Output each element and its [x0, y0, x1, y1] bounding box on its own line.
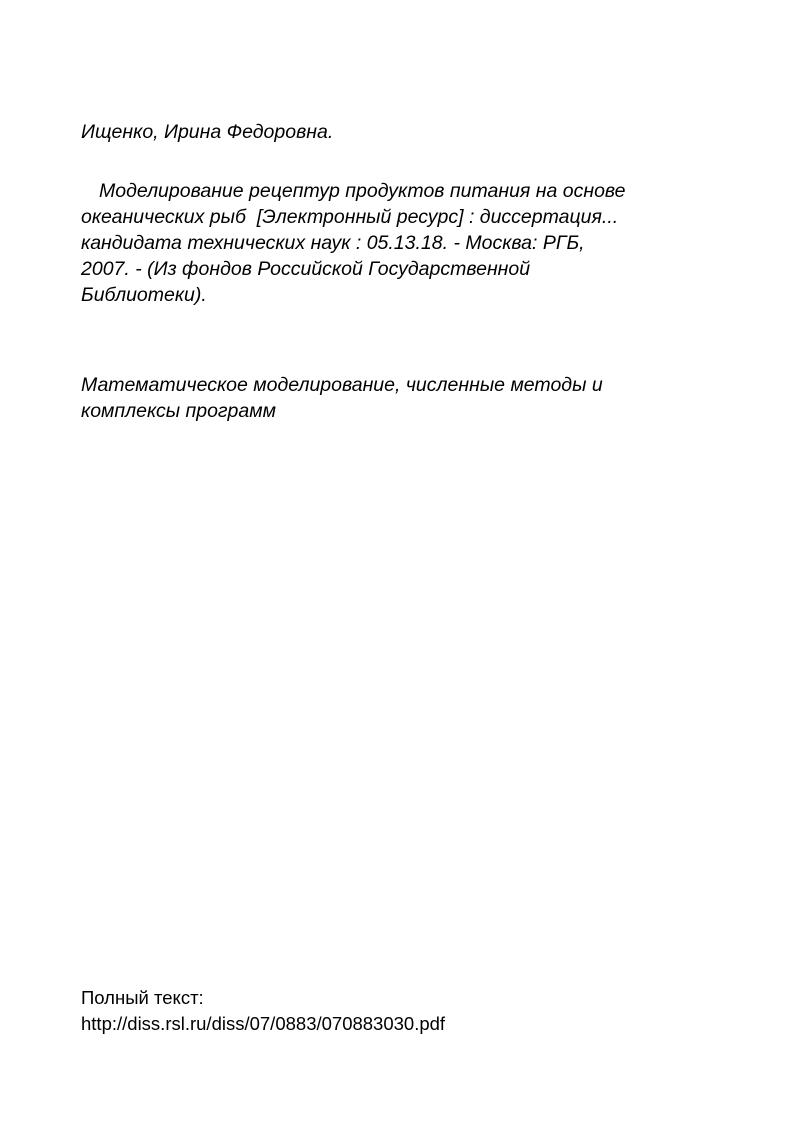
fulltext-section [81, 985, 701, 1037]
description-line: 2007. - (Из фондов Российской Государственной [81, 258, 531, 280]
specialty [81, 372, 701, 424]
description-line: Моделирование рецептур продуктов питания на основе [99, 180, 626, 202]
description-line: океанических рыб [Электронный ресурс] : диссертация... [81, 206, 619, 228]
bibliographic-description [81, 178, 701, 308]
fulltext-label: Полный текст: [81, 987, 204, 1008]
specialty-line: комплексы программ [81, 400, 276, 422]
description-line: Библиотеки). [81, 284, 207, 306]
author-name: Ищенко, Ирина Федоровна. [81, 121, 334, 143]
fulltext-link[interactable]: http://diss.rsl.ru/diss/07/0883/070883030.pdf [81, 1013, 446, 1034]
description-line: кандидата технических наук : 05.13.18. - Москва: РГБ, [81, 232, 585, 254]
specialty-line: Математическое моделирование, численные методы и [81, 374, 603, 396]
